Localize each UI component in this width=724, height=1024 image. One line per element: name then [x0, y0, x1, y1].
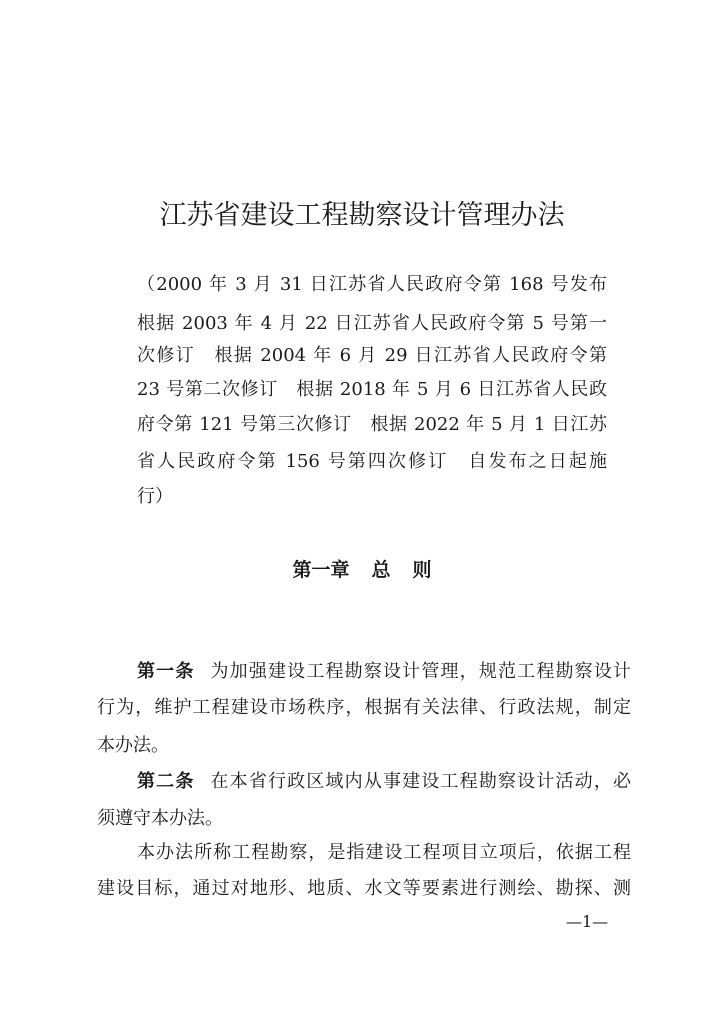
article-1-line: 本办法。 [97, 735, 169, 756]
chapter-heading [0, 555, 724, 585]
document-title: 江苏省建设工程勘察设计管理办法 [159, 200, 565, 231]
revision-note-line: 根据 2003 年 4 月 22 日江苏省人民政府令第 5 号第一 [137, 313, 607, 334]
chapter-number: 第一章 [292, 559, 350, 581]
revision-note-line: （2000 年 3 月 31 日江苏省人民政府令第 168 号发布 [137, 274, 607, 295]
article-1-line: 行为，维护工程建设市场秩序，根据有关法律、行政法规，制定 [97, 697, 631, 718]
chapter-title-char: 则 [412, 559, 432, 581]
paragraph-3-line: 本办法所称工程勘察，是指建设工程项目立项后，依据工程 [137, 842, 631, 863]
page-number: —1— [566, 912, 609, 931]
article-2-line [137, 767, 631, 797]
revision-note-line: 府令第 121 号第三次修订 根据 2022 年 5 月 1 日江苏 [137, 414, 607, 435]
chapter-title-char: 总 [371, 559, 391, 581]
revision-note-line: 23 号第二次修订 根据 2018 年 5 月 6 日江苏省人民政 [137, 379, 607, 400]
revision-note-line: 省人民政府令第 156 号第四次修订 自发布之日起施 [137, 451, 607, 472]
paragraph-3-line: 建设目标，通过对地形、地质、水文等要素进行测绘、勘探、测 [97, 878, 631, 899]
article-1-text: 为加强建设工程勘察设计管理，规范工程勘察设计 [210, 661, 631, 682]
revision-note-line: 次修订 根据 2004 年 6 月 29 日江苏省人民政府令第 [137, 345, 607, 366]
article-2-text: 在本省行政区域内从事建设工程勘察设计活动，必 [210, 771, 631, 792]
article-1-heading: 第一条 [137, 661, 195, 682]
article-2-heading: 第二条 [137, 771, 195, 792]
revision-note-line: 行） [137, 486, 173, 507]
article-1-line [137, 657, 631, 687]
article-2-line: 须遵守本办法。 [97, 808, 223, 829]
